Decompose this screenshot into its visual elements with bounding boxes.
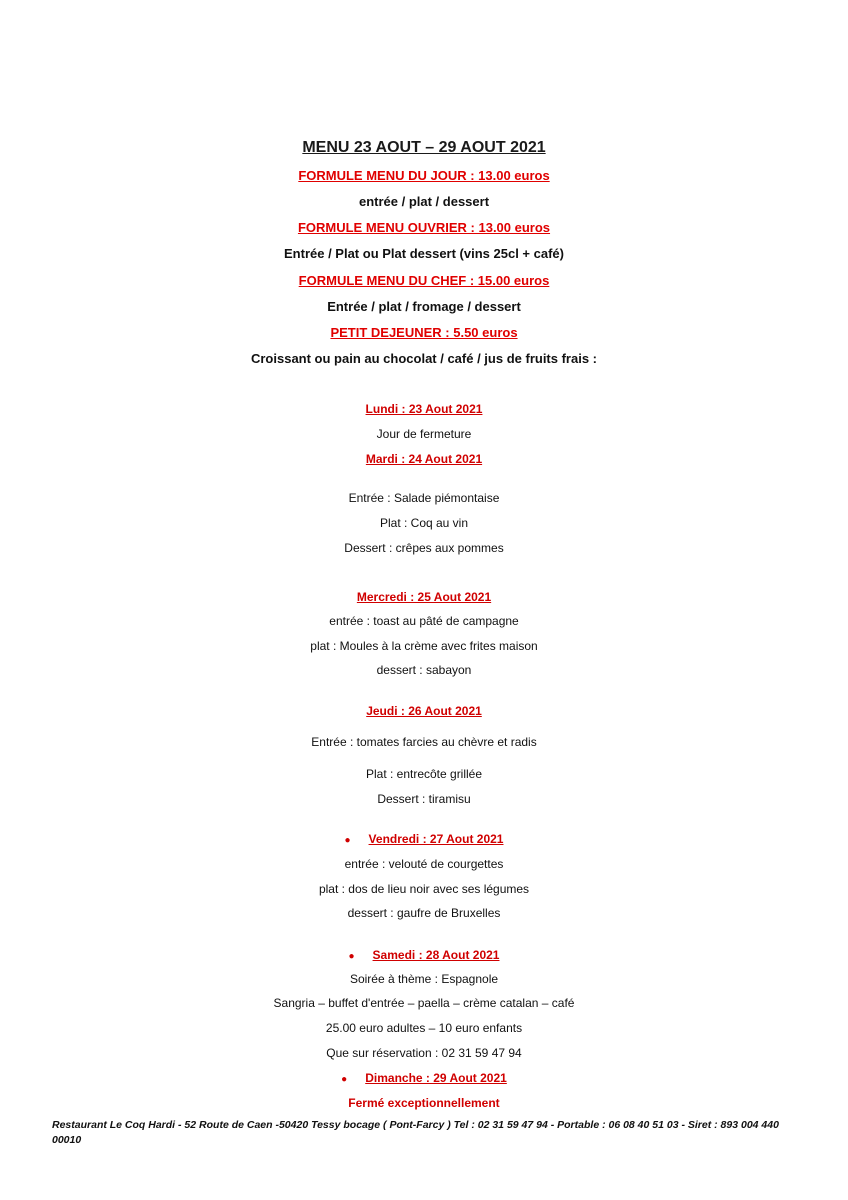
day-item: Que sur réservation : 02 31 59 47 94 bbox=[326, 1046, 522, 1060]
closed-notice: Fermé exceptionnellement bbox=[348, 1096, 500, 1110]
day-header-mardi: Mardi : 24 Aout 2021 bbox=[365, 452, 483, 466]
day-item: Dessert : tiramisu bbox=[377, 792, 471, 806]
day-item: dessert : gaufre de Bruxelles bbox=[347, 906, 501, 920]
day-header-lundi: Lundi : 23 Aout 2021 bbox=[365, 402, 483, 416]
day-header-jeudi: Jeudi : 26 Aout 2021 bbox=[366, 704, 482, 718]
formula-ouvrier-label: FORMULE MENU OUVRIER : 13.00 euros bbox=[297, 220, 551, 235]
day-header-samedi bbox=[0, 948, 848, 962]
day-item: entrée : velouté de courgettes bbox=[344, 857, 504, 871]
day-item: 25.00 euro adultes – 10 euro enfants bbox=[325, 1021, 523, 1035]
footer-contact: Restaurant Le Coq Hardi - 52 Route de Caen -50420 Tessy bocage ( Pont-Farcy ) Tel : 02 31 59 47 94 - Portable : 06 08 40 51 03 - Siret : 893 004 440 00010 bbox=[52, 1119, 779, 1146]
day-item: Jour de fermeture bbox=[376, 427, 472, 441]
formula-jour-desc: entrée / plat / dessert bbox=[358, 194, 490, 209]
day-item: Soirée à thème : Espagnole bbox=[349, 972, 499, 986]
day-header-mercredi: Mercredi : 25 Aout 2021 bbox=[356, 590, 492, 604]
bullet-icon: ● bbox=[341, 1074, 348, 1085]
petit-dejeuner-label: PETIT DEJEUNER : 5.50 euros bbox=[330, 325, 518, 340]
day-header-label: Vendredi : 27 Aout 2021 bbox=[368, 832, 504, 846]
day-item: Plat : Coq au vin bbox=[379, 516, 469, 530]
bullet-icon: ● bbox=[344, 835, 351, 846]
day-item: Entrée : Salade piémontaise bbox=[348, 491, 500, 505]
day-header-vendredi bbox=[0, 832, 848, 846]
day-item: plat : Moules à la crème avec frites maison bbox=[310, 639, 538, 653]
day-item: Entrée : tomates farcies au chèvre et radis bbox=[311, 735, 537, 749]
petit-dejeuner-desc: Croissant ou pain au chocolat / café / jus de fruits frais : bbox=[250, 351, 598, 366]
day-item: Sangria – buffet d'entrée – paella – crème catalan – café bbox=[273, 996, 575, 1010]
menu-title: MENU 23 AOUT – 29 AOUT 2021 bbox=[302, 139, 546, 156]
formula-ouvrier-desc: Entrée / Plat ou Plat dessert (vins 25cl + café) bbox=[284, 246, 564, 261]
formula-chef-label: FORMULE MENU DU CHEF : 15.00 euros bbox=[298, 273, 550, 288]
formula-chef-desc: Entrée / plat / fromage / dessert bbox=[327, 299, 521, 314]
day-item: Plat : entrecôte grillée bbox=[365, 767, 483, 781]
day-item: entrée : toast au pâté de campagne bbox=[329, 614, 519, 628]
day-header-label: Samedi : 28 Aout 2021 bbox=[372, 948, 500, 962]
day-item: plat : dos de lieu noir avec ses légumes bbox=[318, 882, 530, 896]
day-item: Dessert : crêpes aux pommes bbox=[344, 541, 504, 555]
day-header-dimanche bbox=[0, 1071, 848, 1085]
bullet-icon: ● bbox=[348, 951, 355, 962]
formula-jour-label: FORMULE MENU DU JOUR : 13.00 euros bbox=[298, 168, 550, 183]
day-item: dessert : sabayon bbox=[376, 663, 472, 677]
day-header-label: Dimanche : 29 Aout 2021 bbox=[365, 1071, 507, 1085]
